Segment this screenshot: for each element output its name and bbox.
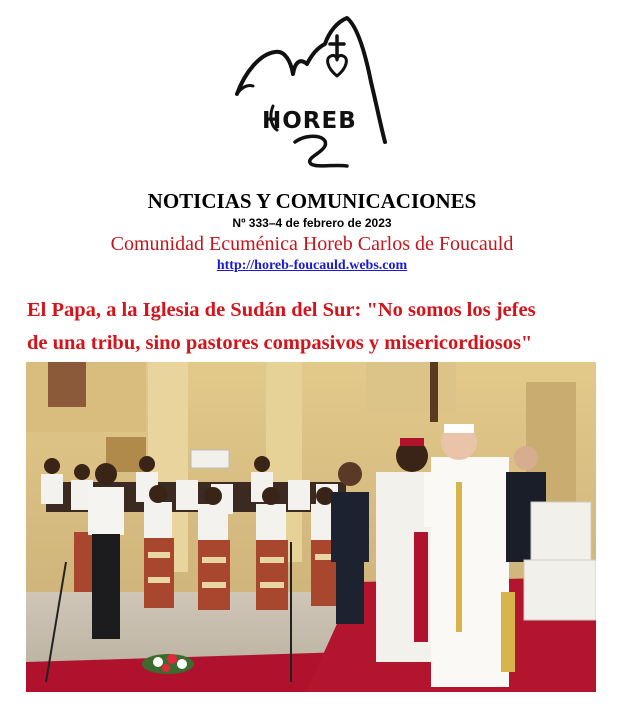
pope-figure [424,424,509,687]
issue-number-date: Nº 333–4 de febrero de 2023 [232,216,392,230]
photo-scene [26,362,596,692]
article-headline [27,294,607,360]
mountain-cross-heart-icon [225,12,395,177]
article-photo [26,362,596,692]
website-link[interactable]: http://horeb-foucauld.webs.com [216,258,408,273]
conductor-figure [88,463,124,639]
flower-bouquet [142,654,194,674]
logo-text: HOREB [262,108,357,134]
headline-line-2: de una tribu, sino pastores compasivos y misericordiosos" [27,332,533,354]
headline-line-1: El Papa, a la Iglesia de Sudán del Sur: "No somos los jefes [27,299,536,321]
community-name: Comunidad Ecuménica Horeb Carlos de Foucauld [110,233,514,255]
newsletter-title: NOTICIAS Y COMUNICACIONES [147,189,477,213]
horeb-logo [225,12,395,177]
